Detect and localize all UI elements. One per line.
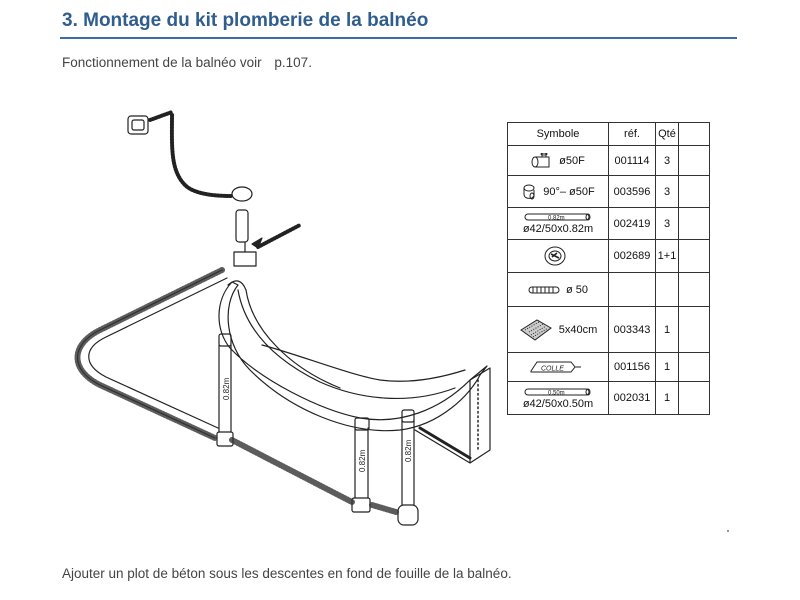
title-divider xyxy=(60,37,737,39)
page-reference: p.107. xyxy=(274,55,312,70)
header-qty: Qté xyxy=(656,123,679,146)
part-label: ø42/50x0.82m xyxy=(522,223,594,235)
flexible-hose-icon xyxy=(528,285,560,295)
part-label: ø50F xyxy=(559,154,585,167)
part-qty: 3 xyxy=(656,176,679,208)
tee-fitting-icon xyxy=(531,153,553,169)
part-ref: 001156 xyxy=(609,353,656,382)
part-ref: 002419 xyxy=(609,208,656,240)
intro-label: Fonctionnement de la balnéo voir xyxy=(62,55,262,70)
mesh-pad-icon xyxy=(519,318,553,342)
parts-table xyxy=(507,122,710,415)
table-row xyxy=(508,307,710,353)
rigid-pipe-icon xyxy=(523,387,593,397)
intro-text xyxy=(62,55,312,70)
table-row xyxy=(508,146,710,176)
glue-tube-text: COLLE xyxy=(541,365,564,373)
part-label: 5x40cm xyxy=(558,323,598,336)
part-label: ø42/50x0.50m xyxy=(522,397,594,410)
table-row xyxy=(508,273,710,307)
part-ref: 001114 xyxy=(609,146,656,176)
part-ref: 002689 xyxy=(609,240,656,273)
coil-tape-icon xyxy=(543,245,567,267)
plumbing-diagram xyxy=(60,90,500,540)
header-symbole: Symbole xyxy=(508,123,609,146)
tub-shell xyxy=(219,282,487,431)
drain-nut xyxy=(128,116,148,134)
page-title: 3. Montage du kit plomberie de la balnéo xyxy=(62,10,429,31)
footer-note: Ajouter un plot de béton sous les descentes en fond de fouille de la balnéo. xyxy=(62,566,512,581)
pipe-label-1: 0.82m xyxy=(222,377,231,400)
pipe-length: 0.50m xyxy=(548,390,565,396)
pipe-length: 0.82m xyxy=(548,215,565,222)
pipe-label-2: 0.82m xyxy=(358,449,367,472)
part-ref: 003596 xyxy=(609,176,656,208)
flexible-hose xyxy=(78,270,228,438)
glue-tube-icon xyxy=(527,359,583,375)
part-qty: 1 xyxy=(656,382,679,415)
part-qty: 3 xyxy=(656,146,679,176)
part-qty: 1+1 xyxy=(656,240,679,273)
part-ref: 003343 xyxy=(609,307,656,353)
table-row xyxy=(508,353,710,382)
part-ref: 002031 xyxy=(609,382,656,415)
part-qty: 1 xyxy=(656,307,679,353)
part-qty: 1 xyxy=(656,353,679,382)
table-row xyxy=(508,176,710,208)
pipe-label-3: 0.82m xyxy=(404,439,413,462)
part-label: ø 50 xyxy=(565,283,588,296)
part-qty: 3 xyxy=(656,208,679,240)
header-spacer xyxy=(679,123,710,146)
stray-dot xyxy=(727,530,729,532)
rigid-pipe-icon xyxy=(523,212,593,222)
parts-table-header xyxy=(508,123,710,146)
table-row xyxy=(508,208,710,240)
upper-tee xyxy=(234,242,256,266)
table-row xyxy=(508,240,710,273)
part-label: 90°– ø50F xyxy=(543,185,595,198)
table-row xyxy=(508,382,710,415)
header-ref: réf. xyxy=(609,123,656,146)
elbow-fitting-icon xyxy=(521,184,537,200)
part-qty xyxy=(656,273,679,307)
part-ref xyxy=(609,273,656,307)
